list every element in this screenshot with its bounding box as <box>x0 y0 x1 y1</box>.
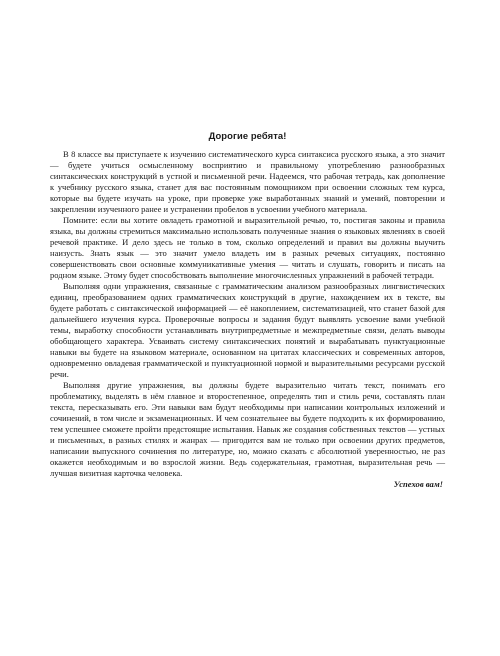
paragraph-3: Выполняя одни упражнения, связанные с грамматическим анализом разнообразных лингвистических единиц, преобразованием одних грамматических конструкций в другие, нахождением их в тексте, вы будете работать с синтаксической информацией — её накоплением, систематизацией, что станет базой для дальнейшего изучения курса. Проверочные вопросы и задания будут выявлять усвоение вами учебной темы, выработку способности устанавливать внутрипредметные и межпредметные связи, делать выводы обобщающего характера. Усваивать систему синтаксических понятий и вырабатывать пунктуационные навыки вы будете на языковом материале, основанном на цитатах классических и современных авторов, одновременно овладевая грамматической и пунктуационной нормой и выразительными ресурсами русской речи. <box>50 281 445 379</box>
closing-line: Успехов вам! <box>393 479 443 489</box>
paragraph-4: Выполняя другие упражнения, вы должны будете выразительно читать текст, понимать его проблематику, выделять в нём главное и второстепенное, определять тип и стиль речи, составлять план текста, пересказывать его. Эти навыки вам будут необходимы при написании контрольных изложений и сочинений, в том числе и экзаменационных. И чем сознательнее вы будете подходить к их формированию, тем успешнее сможете пройти предстоящие испытания. Навык же создания собственных текстов — устных и письменных, в разных стилях и жанрах — пригодится вам не только при освоении других предметов, написании выпускного сочинения по литературе, но, можно сказать с абсолютной уверенностью, не раз окажется необходимым и во взрослой жизни. Ведь содержательная, грамотная, выразительная речь — лучшая визитная карточка человека. <box>50 380 445 478</box>
document-heading: Дорогие ребята! <box>208 130 287 141</box>
document-page <box>50 130 445 490</box>
paragraph-1: В 8 классе вы приступаете к изучению систематического курса синтаксиса русского языка, а это значит — будете учиться осмысленному восприятию и правильному употреблению разнообразных синтаксических конструкций в устной и письменной речи. Надеемся, что рабочая тетрадь, как дополнение к учебнику русского языка, станет для вас постоянным помощником при освоении сложных тем курса, которые вы будете изучать на уроке, при проверке уже выработанных знаний и умений, повторении и закреплении изученного ранее и устранении пробелов в усвоении учебного материала. <box>50 149 445 214</box>
paragraph-2: Помните: если вы хотите овладеть грамотной и выразительной речью, то, постигая законы и правила языка, вы должны стремиться максимально использовать полученные знания о языковых явлениях в своей речевой практике. И дело здесь не только в том, сколько определений и правил вы должны выучить наизусть. Знать язык — это значит умело владеть им в разных речевых ситуациях, постоянно совершенствовать свои основные коммуникативные умения — читать и слушать, говорить и писать на родном языке. Этому будет способствовать выполнение многочисленных упражнений в рабочей тетради. <box>50 215 445 280</box>
